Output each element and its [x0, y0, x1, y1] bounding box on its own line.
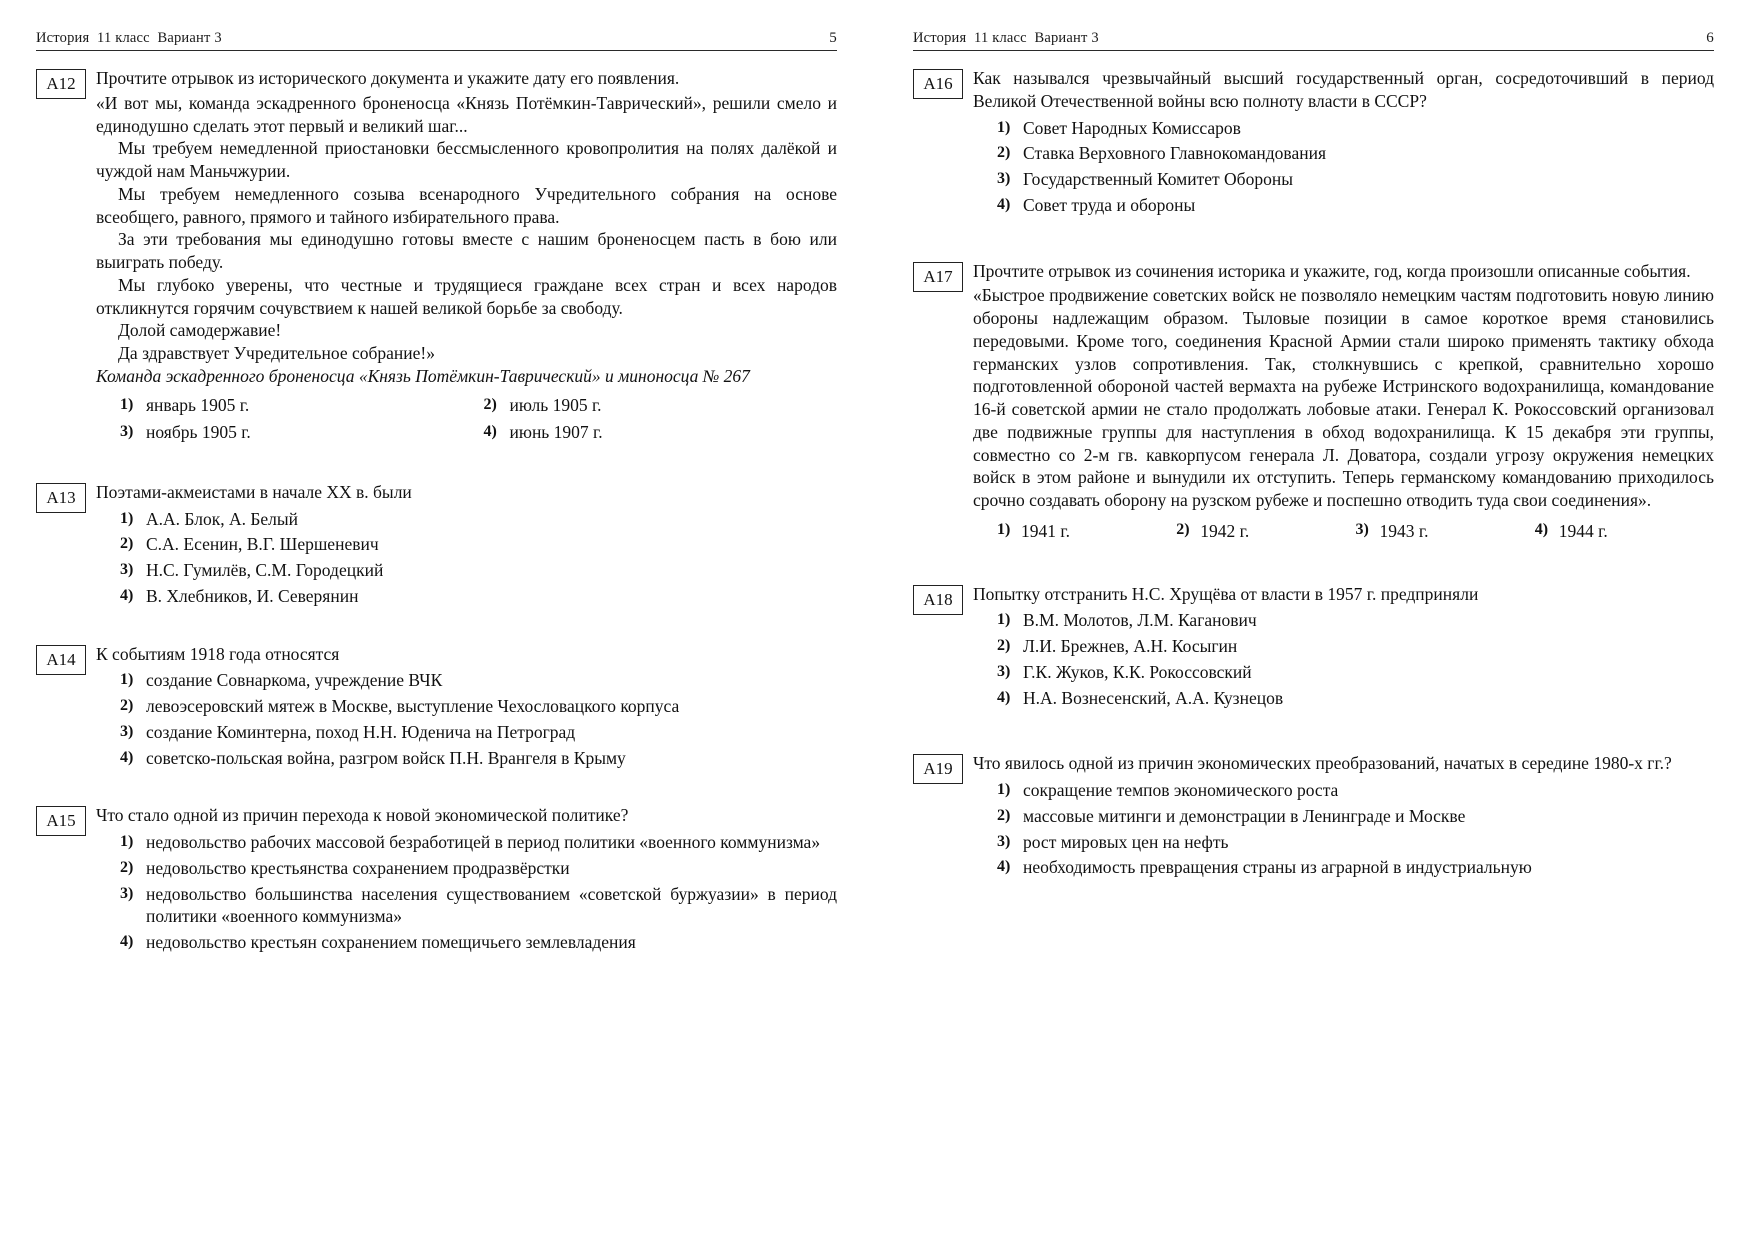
- option-text: сокращение темпов экономического роста: [1023, 780, 1339, 800]
- option-number: 4): [997, 195, 1011, 213]
- question-stem: Что стало одной из причин перехода к новой экономической политике?: [96, 805, 629, 826]
- option-text: 1941 г.: [1021, 520, 1070, 541]
- option-item[interactable]: [484, 421, 838, 445]
- option-item[interactable]: [1356, 520, 1535, 543]
- option-item[interactable]: [120, 508, 837, 531]
- spacer: [913, 234, 1714, 260]
- options-list: [96, 508, 837, 608]
- option-item[interactable]: [120, 831, 837, 854]
- question-a17: [913, 260, 1714, 543]
- question-a14: [36, 643, 837, 773]
- option-text: 1942 г.: [1200, 520, 1250, 541]
- question-a18: [913, 583, 1714, 713]
- question-stem: К событиям 1918 года относятся: [96, 643, 340, 664]
- option-text: необходимость превращения страны из аграрной в индустриальную: [1023, 857, 1532, 878]
- option-text: недовольство крестьян сохранением помещичьего землевладения: [146, 932, 636, 952]
- quote-paragraph: «И вот мы, команда эскадренного броненосца «Князь Потёмкин-Таврический», решили смело и единодушно сделать этот первый и великий шаг...: [96, 92, 837, 136]
- option-number: 2): [997, 806, 1011, 824]
- spacer: [913, 726, 1714, 752]
- option-text: создание Коминтерна, поход Н.Н. Юденича на Петроград: [146, 721, 576, 742]
- option-number: 2): [120, 535, 134, 553]
- option-number: 4): [483, 423, 497, 441]
- option-number: 1): [120, 833, 134, 850]
- question-a15: [36, 804, 837, 957]
- option-text: С.А. Есенин, В.Г. Шершеневич: [146, 534, 379, 555]
- running-head-left: [36, 30, 837, 51]
- option-number: 3): [120, 423, 134, 441]
- question-code: A17: [913, 262, 963, 292]
- option-number: 2): [1176, 520, 1190, 538]
- option-number: 3): [120, 722, 134, 740]
- option-number: 1): [120, 671, 134, 689]
- option-item[interactable]: [1176, 520, 1355, 543]
- option-text: В. Хлебников, И. Северянин: [146, 585, 359, 606]
- question-body: [96, 804, 837, 957]
- option-number: 2): [120, 858, 134, 876]
- question-a12: [36, 67, 837, 449]
- option-item[interactable]: [120, 421, 474, 445]
- option-number: 1): [997, 118, 1011, 136]
- option-text: Л.И. Брежнев, А.Н. Косыгин: [1023, 636, 1238, 656]
- option-number: 2): [997, 144, 1011, 162]
- question-code: A13: [36, 483, 86, 513]
- option-item[interactable]: [997, 117, 1714, 140]
- running-head-title: История 11 класс Вариант 3: [36, 30, 222, 46]
- options-list: [973, 609, 1714, 709]
- option-item[interactable]: [997, 520, 1176, 543]
- option-item[interactable]: [997, 661, 1714, 684]
- quote-paragraph: «Быстрое продвижение советских войск не позволяло немецким частям подготовить новую линию обороны надлежащим образом. Тыловые позиции в самое короткое время становились передовыми. Кроме того, соединения Красной Армии стали широко применять тактику обхода германских узлов сопротивления. Так, столкнувшись с крепкой, сравнительно хорошо подготовленной обороной частей вермахта на рубеже Истринского водохранилища, командование 16-й советской армии не стало продолжать лобовые атаки. Генерал К. Рокоссовский организовал две подвижные группы для наступления в обход водохранилища. К 15 декабря эти группы, совместно со 2-м гв. кавкорпусом генерала Л. Доватора, создали угрозу окружения немецких войск в этом районе и вынудили их отступить. Теперь германскому командованию приходилось срочно создавать оборону на рузском рубеже и поспешно отводить туда свои соединения».: [973, 285, 1714, 510]
- option-text: ноябрь 1905 г.: [146, 422, 251, 443]
- option-number: 3): [997, 832, 1011, 850]
- options-list: [973, 117, 1714, 217]
- option-item[interactable]: [997, 168, 1714, 191]
- option-text: недовольство рабочих массовой безработицей в период политики «военного коммунизма»: [146, 832, 821, 852]
- option-item[interactable]: [997, 805, 1714, 828]
- option-number: 4): [997, 688, 1011, 706]
- option-item[interactable]: [997, 831, 1714, 854]
- option-item[interactable]: [120, 931, 837, 954]
- option-number: 4): [120, 586, 134, 604]
- option-item[interactable]: [997, 687, 1714, 710]
- option-text: левоэсеровский мятеж в Москве, выступление Чехословацкого корпуса: [146, 696, 680, 716]
- question-body: [973, 583, 1714, 713]
- option-text: недовольство крестьянства сохранением продразвёрстки: [146, 857, 570, 878]
- question-stem: Что явилось одной из причин экономических преобразований, начатых в середине 1980-х гг.?: [973, 753, 1672, 774]
- option-number: 2): [120, 697, 134, 714]
- option-number: 2): [997, 637, 1011, 654]
- question-a13: [36, 481, 837, 611]
- quote-paragraph: Мы глубоко уверены, что честные и трудящиеся граждане всех стран и всех народов откликнутся горячим сочувствием к нашей великой борьбе за свободу.: [96, 274, 837, 318]
- question-stem: Прочтите отрывок из исторического документа и укажите дату его появления.: [96, 68, 680, 88]
- option-number: 3): [120, 561, 134, 578]
- option-text: Совет Народных Комиссаров: [1023, 117, 1241, 138]
- page-number: 6: [1706, 30, 1714, 46]
- options-row: [973, 520, 1714, 543]
- option-item[interactable]: [120, 559, 837, 582]
- option-text: Совет труда и обороны: [1023, 194, 1196, 215]
- question-body: [973, 752, 1714, 882]
- option-number: 4): [120, 933, 134, 950]
- option-text: 1943 г.: [1379, 520, 1429, 541]
- quote-paragraph: Долой самодержавие!: [118, 320, 282, 341]
- question-stem: Прочтите отрывок из сочинения историка и укажите, год, когда произошли описанные события.: [973, 260, 1691, 281]
- option-item[interactable]: [120, 857, 837, 880]
- option-number: 4): [997, 858, 1011, 876]
- question-body: [973, 260, 1714, 543]
- question-stem: Попытку отстранить Н.С. Хрущёва от власти в 1957 г. предприняли: [973, 583, 1479, 604]
- question-code: A15: [36, 806, 86, 836]
- option-number: 3): [997, 170, 1011, 187]
- question-a16: [913, 67, 1714, 220]
- option-item[interactable]: [120, 669, 837, 692]
- quote-signature: Команда эскадренного броненосца «Князь Потёмкин-Таврический» и миноносца № 267: [96, 365, 750, 386]
- option-number: 1): [997, 520, 1011, 538]
- option-item[interactable]: [997, 194, 1714, 217]
- question-code: A19: [913, 754, 963, 784]
- option-number: 2): [483, 395, 497, 413]
- option-text: массовые митинги и демонстрации в Ленинграде и Москве: [1023, 805, 1466, 826]
- quote-paragraph: Мы требуем немедленной приостановки бессмысленного кровопролития на полях далёкой и чуждой нам Маньчжурии.: [96, 138, 837, 181]
- option-text: Государственный Комитет Обороны: [1023, 169, 1293, 189]
- question-body: [96, 67, 837, 449]
- question-code: A14: [36, 645, 86, 675]
- page-number: 5: [829, 30, 837, 46]
- option-item[interactable]: [997, 635, 1714, 658]
- running-head-right: [913, 30, 1714, 51]
- question-code: A16: [913, 69, 963, 99]
- option-item[interactable]: [120, 533, 837, 556]
- options-list: [96, 669, 837, 769]
- option-text: рост мировых цен на нефть: [1023, 831, 1229, 852]
- option-text: Н.С. Гумилёв, С.М. Городецкий: [146, 560, 384, 580]
- option-text: Г.К. Жуков, К.К. Рокоссовский: [1023, 661, 1252, 682]
- option-text: июнь 1907 г.: [509, 422, 603, 443]
- option-number: 4): [120, 748, 134, 766]
- spacer: [36, 463, 837, 481]
- question-a19: [913, 752, 1714, 882]
- option-number: 3): [997, 662, 1011, 680]
- option-text: создание Совнаркома, учреждение ВЧК: [146, 670, 443, 691]
- running-head-title: История 11 класс Вариант 3: [913, 30, 1099, 46]
- quote-paragraph: Да здравствует Учредительное собрание!»: [118, 343, 436, 363]
- question-quote: [973, 284, 1714, 512]
- question-code: A12: [36, 69, 86, 99]
- question-body: [96, 643, 837, 773]
- option-number: 1): [997, 781, 1011, 798]
- question-code: A18: [913, 585, 963, 615]
- option-number: 1): [997, 611, 1011, 629]
- option-number: 1): [120, 395, 134, 413]
- option-text: недовольство большинства населения существованием «советской буржуазии» в период политики «военного коммунизма»: [146, 883, 837, 927]
- page-right: [877, 0, 1754, 1239]
- option-text: 1944 г.: [1558, 520, 1608, 541]
- question-body: [973, 67, 1714, 220]
- option-item[interactable]: [484, 394, 838, 418]
- question-quote: [96, 92, 837, 388]
- option-number: 1): [120, 509, 134, 527]
- option-item[interactable]: [997, 609, 1714, 632]
- options-list: [973, 779, 1714, 879]
- option-text: Н.А. Вознесенский, А.А. Кузнецов: [1023, 687, 1284, 708]
- option-item[interactable]: [1535, 520, 1714, 543]
- quote-paragraph: Мы требуем немедленного созыва всенародного Учредительного собрания на основе всеобщего, равного, прямого и тайного избирательного права.: [96, 183, 837, 227]
- option-item[interactable]: [997, 142, 1714, 165]
- option-item[interactable]: [120, 747, 837, 770]
- option-number: 4): [1534, 520, 1549, 538]
- spacer: [36, 786, 837, 804]
- option-item[interactable]: [120, 695, 837, 718]
- option-text: Ставка Верховного Главнокомандования: [1023, 143, 1327, 164]
- option-item[interactable]: [120, 394, 474, 418]
- options-list: [96, 831, 837, 954]
- options-grid: [96, 394, 837, 449]
- option-item[interactable]: [120, 883, 837, 929]
- option-text: А.А. Блок, А. Белый: [146, 508, 299, 529]
- option-item[interactable]: [120, 721, 837, 744]
- option-number: 3): [1355, 520, 1369, 538]
- question-stem: Как назывался чрезвычайный высший государственный орган, сосредоточивший в период Великой Отечественной войны всю полноту власти в СССР?: [973, 68, 1714, 111]
- option-text: В.М. Молотов, Л.М. Каганович: [1023, 610, 1257, 631]
- question-stem: Поэтами-акмеистами в начале XX в. были: [96, 481, 412, 502]
- option-text: январь 1905 г.: [146, 394, 250, 415]
- option-item[interactable]: [997, 856, 1714, 879]
- option-item[interactable]: [120, 585, 837, 608]
- option-text: июль 1905 г.: [509, 394, 602, 415]
- option-number: 3): [120, 884, 134, 902]
- option-text: советско-польская война, разгром войск П.Н. Врангеля в Крыму: [146, 747, 626, 768]
- spacer: [36, 625, 837, 643]
- option-item[interactable]: [997, 779, 1714, 802]
- question-body: [96, 481, 837, 611]
- spacer: [913, 557, 1714, 583]
- quote-paragraph: За эти требования мы единодушно готовы вместе с нашим броненосцем пасть в бою или выиграть победу.: [96, 229, 837, 272]
